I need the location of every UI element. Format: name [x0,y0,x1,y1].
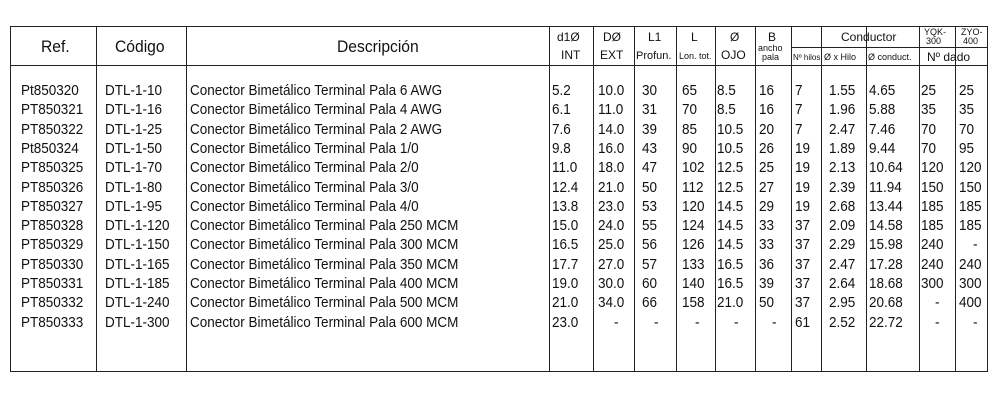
cell-d-int: 16.5 [552,236,579,254]
cell-descripcion: Conector Bimetálico Terminal Pala 300 MCM [190,236,459,254]
cell-l: 85 [682,120,698,138]
cell-d-int: 11.0 [552,159,578,177]
cell-codigo: DTL-1-165 [105,255,170,273]
cell-l1: 43 [642,139,658,157]
cell-ojo: 14.5 [717,197,744,215]
cell-d-conduct: 15.98 [869,236,903,254]
cell-l: 112 [682,178,704,196]
cell-ojo: 10.5 [717,139,744,157]
cell-ref: PT850326 [21,178,84,196]
cell-zyo-400: 300 [959,275,982,292]
cell-d-hilo: 1.96 [829,101,856,119]
header-d-int-bottom: INT [561,48,581,62]
cell-b: 39 [759,275,775,292]
cell-d-hilo: 2.68 [829,197,856,215]
header-n-hilos: Nº hilos [793,53,821,62]
cell-zyo-400: - [973,313,978,331]
cell-b: 25 [759,159,775,177]
header-d-ext-bottom: EXT [600,48,624,62]
cell-l: 90 [682,139,698,157]
cell-d-conduct: 22.72 [869,313,903,331]
cell-ojo: 8.5 [717,101,736,119]
cell-d-int: 17.7 [552,255,579,273]
cell-b: 20 [759,120,775,138]
header-descripcion: Descripción [337,37,419,56]
cell-l: 133 [682,255,705,273]
header-l1-top: L1 [648,30,662,44]
table-row [11,199,987,218]
header-zyo-1: ZYO- [961,27,983,37]
table-row [11,295,987,314]
table-row [11,276,987,295]
cell-d-conduct: 10.64 [869,159,903,177]
cell-ojo: 12.5 [717,178,744,196]
cell-b: 33 [759,217,775,235]
cell-zyo-400: 70 [959,120,975,138]
cell-ref: PT850332 [21,294,84,312]
cell-ojo: - [734,313,739,331]
cell-yqk-300: 70 [921,120,937,138]
table-row [11,83,987,102]
cell-codigo: DTL-1-16 [105,101,163,119]
cell-d-ext: 24.0 [598,217,625,235]
header-yqk-2: 300 [926,36,942,46]
header-ojo-top: Ø [730,30,740,44]
cell-d-int: 15.0 [552,217,579,235]
cell-yqk-300: - [935,294,940,312]
table-row [11,141,987,160]
header-b-top: B [768,30,777,44]
table-row [11,257,987,276]
header-d-ext-top: DØ [603,30,621,44]
cell-d-conduct: 18.68 [869,275,903,292]
cell-l: 120 [682,197,705,215]
cell-d-hilo: 2.64 [829,275,856,292]
cell-l1: 47 [642,159,658,177]
cell-n-hilos: 61 [795,313,811,331]
table-row [11,237,987,256]
cell-l1: 31 [642,101,658,119]
cell-l1: 30 [642,82,658,99]
cell-descripcion: Conector Bimetálico Terminal Pala 2/0 [190,159,419,177]
cell-descripcion: Conector Bimetálico Terminal Pala 4 AWG [190,101,443,119]
header-l-bottom: Lon. tot. [679,51,712,61]
header-conductor: Conductor [841,30,897,44]
cell-ojo: 21.0 [717,294,744,312]
cell-d-int: 5.2 [552,82,571,99]
cell-ref: PT850327 [21,197,84,215]
cell-descripcion: Conector Bimetálico Terminal Pala 2 AWG [190,120,443,138]
cell-codigo: DTL-1-95 [105,197,163,215]
table-row [11,102,987,121]
header-d-conduct: Ø conduct. [868,52,912,62]
header-l-top: L [691,30,698,44]
cell-d-conduct: 4.65 [869,82,896,99]
cell-l: 124 [682,217,705,235]
cell-ojo: 12.5 [717,159,744,177]
cell-b: 29 [759,197,775,215]
cell-d-ext: 21.0 [598,178,625,196]
cell-l: 158 [682,294,705,312]
cell-ojo: 14.5 [717,236,744,254]
cell-d-hilo: 1.55 [829,82,856,99]
cell-l1: - [654,313,659,331]
cell-l1: 57 [642,255,658,273]
cell-l: 102 [682,159,705,177]
cell-d-conduct: 14.58 [869,217,903,235]
header-ref: Ref. [41,37,70,56]
header-codigo: Código [115,37,165,56]
cell-ojo: 10.5 [717,120,744,138]
cell-yqk-300: 240 [921,255,944,273]
cell-zyo-400: 120 [959,159,982,177]
cell-yqk-300: 185 [921,197,944,215]
cell-n-hilos: 37 [795,275,811,292]
cell-ref: PT850322 [21,120,84,138]
cell-ojo: 16.5 [717,275,744,292]
cell-zyo-400: 400 [959,294,982,312]
cell-zyo-400: 150 [959,178,982,196]
cell-n-hilos: 19 [795,178,811,196]
cell-l1: 50 [642,178,658,196]
cell-codigo: DTL-1-80 [105,178,163,196]
cell-n-hilos: 7 [795,120,803,138]
cell-codigo: DTL-1-150 [105,236,170,254]
cell-yqk-300: 185 [921,217,944,235]
cell-d-ext: 34.0 [598,294,625,312]
table-row [11,180,987,199]
cell-yqk-300: 300 [921,275,944,292]
cell-b: 27 [759,178,775,196]
cell-b: - [772,313,777,331]
header-b-bottom-2: pala [762,52,780,62]
header-l1-bottom: Profun. [636,50,672,62]
cell-l: 140 [682,275,705,292]
connector-spec-table [10,26,988,372]
cell-zyo-400: 185 [959,197,982,215]
cell-d-conduct: 9.44 [869,139,896,157]
cell-l1: 66 [642,294,658,312]
cell-n-hilos: 7 [795,101,803,119]
cell-d-ext: 18.0 [598,159,625,177]
cell-n-hilos: 7 [795,82,803,99]
cell-ojo: 14.5 [717,217,744,235]
header-yqk-1: YQK- [924,27,947,37]
cell-ref: PT850321 [21,101,84,119]
cell-codigo: DTL-1-120 [105,217,170,235]
cell-descripcion: Conector Bimetálico Terminal Pala 3/0 [190,178,419,196]
cell-d-conduct: 7.46 [869,120,896,138]
cell-d-conduct: 17.28 [869,255,903,273]
cell-ref: PT850331 [21,275,84,292]
cell-descripcion: Conector Bimetálico Terminal Pala 1/0 [190,139,419,157]
cell-ref: PT850329 [21,236,84,254]
header-bottom-rule [11,65,987,66]
cell-d-conduct: 20.68 [869,294,903,312]
cell-l: - [695,313,700,331]
cell-d-int: 7.6 [552,120,571,138]
cell-l1: 39 [642,120,658,138]
cell-ojo: 16.5 [717,255,744,273]
cell-l1: 53 [642,197,658,215]
cell-d-hilo: 2.52 [829,313,856,331]
cell-zyo-400: 240 [959,255,982,273]
cell-d-hilo: 2.47 [829,255,856,273]
cell-d-ext: - [614,313,619,331]
cell-n-hilos: 19 [795,139,811,157]
cell-d-ext: 11.0 [598,101,624,119]
cell-descripcion: Conector Bimetálico Terminal Pala 500 MCM [190,294,459,312]
header-ojo-bottom: OJO [721,48,746,62]
cell-descripcion: Conector Bimetálico Terminal Pala 400 MCM [190,275,459,292]
cell-d-int: 9.8 [552,139,571,157]
cell-yqk-300: 150 [921,178,944,196]
cell-codigo: DTL-1-10 [105,82,163,99]
header-zyo-2: 400 [963,36,979,46]
cell-ref: PT850333 [21,313,84,331]
cell-codigo: DTL-1-70 [105,159,163,177]
cell-yqk-300: - [935,313,940,331]
cell-d-hilo: 2.29 [829,236,856,254]
cell-d-hilo: 1.89 [829,139,856,157]
cell-d-hilo: 2.13 [829,159,856,177]
cell-zyo-400: 25 [959,82,975,99]
cell-ref: PT850328 [21,217,84,235]
cell-yqk-300: 120 [921,159,944,177]
cell-d-conduct: 13.44 [869,197,903,215]
cell-n-hilos: 19 [795,197,811,215]
cell-b: 33 [759,236,775,254]
cell-d-int: 21.0 [552,294,579,312]
cell-d-ext: 30.0 [598,275,625,292]
table-row [11,122,987,141]
cell-b: 26 [759,139,775,157]
cell-d-int: 13.8 [552,197,579,215]
cell-l: 126 [682,236,705,254]
cell-ref: Pt850320 [21,82,79,99]
cell-l1: 56 [642,236,658,254]
cell-d-ext: 16.0 [598,139,625,157]
cell-d-int: 6.1 [552,101,571,119]
cell-d-ext: 14.0 [598,120,625,138]
header-n-dado: Nº dado [927,50,971,64]
cell-codigo: DTL-1-25 [105,120,163,138]
cell-d-ext: 10.0 [598,82,625,99]
cell-codigo: DTL-1-185 [105,275,170,292]
cell-d-ext: 23.0 [598,197,625,215]
cell-descripcion: Conector Bimetálico Terminal Pala 600 MCM [190,313,459,331]
table-row [11,160,987,179]
cell-n-hilos: 37 [795,294,811,312]
cell-b: 16 [759,101,775,119]
cell-d-int: 19.0 [552,275,579,292]
cell-d-hilo: 2.95 [829,294,856,312]
cell-ref: Pt850324 [21,139,79,157]
cell-d-hilo: 2.47 [829,120,856,138]
cell-d-ext: 27.0 [598,255,625,273]
cell-d-ext: 25.0 [598,236,625,254]
cell-d-int: 23.0 [552,313,579,331]
cell-codigo: DTL-1-300 [105,313,170,331]
cell-d-conduct: 5.88 [869,101,896,119]
cell-yqk-300: 35 [921,101,937,119]
cell-ref: PT850330 [21,255,84,273]
cell-zyo-400: 95 [959,139,975,157]
cell-descripcion: Conector Bimetálico Terminal Pala 6 AWG [190,82,443,99]
cell-l: 70 [682,101,698,119]
cell-zyo-400: 35 [959,101,975,119]
table-row [11,315,987,334]
cell-b: 50 [759,294,775,312]
cell-yqk-300: 25 [921,82,937,99]
header-b-bottom-1: ancho [758,43,783,53]
cell-yqk-300: 70 [921,139,937,157]
cell-descripcion: Conector Bimetálico Terminal Pala 350 MCM [190,255,459,273]
header-d-int-top: d1Ø [557,30,580,44]
header-d-hilo: Ø x Hilo [824,52,857,62]
cell-zyo-400: - [973,236,978,254]
cell-codigo: DTL-1-240 [105,294,170,312]
cell-b: 36 [759,255,775,273]
cell-descripcion: Conector Bimetálico Terminal Pala 250 MCM [190,217,459,235]
cell-l1: 60 [642,275,658,292]
cell-d-conduct: 11.94 [869,178,902,196]
cell-d-hilo: 2.39 [829,178,856,196]
table-row [11,218,987,237]
cell-descripcion: Conector Bimetálico Terminal Pala 4/0 [190,197,419,215]
cell-b: 16 [759,82,775,99]
cell-n-hilos: 19 [795,159,811,177]
cell-l: 65 [682,82,698,99]
cell-yqk-300: 240 [921,236,944,254]
cell-ref: PT850325 [21,159,84,177]
cell-n-hilos: 37 [795,255,811,273]
cell-d-hilo: 2.09 [829,217,856,235]
cell-l1: 55 [642,217,658,235]
cell-n-hilos: 37 [795,236,811,254]
cell-codigo: DTL-1-50 [105,139,163,157]
cell-zyo-400: 185 [959,217,982,235]
cell-d-int: 12.4 [552,178,579,196]
cell-ojo: 8.5 [717,82,736,99]
cell-n-hilos: 37 [795,217,811,235]
